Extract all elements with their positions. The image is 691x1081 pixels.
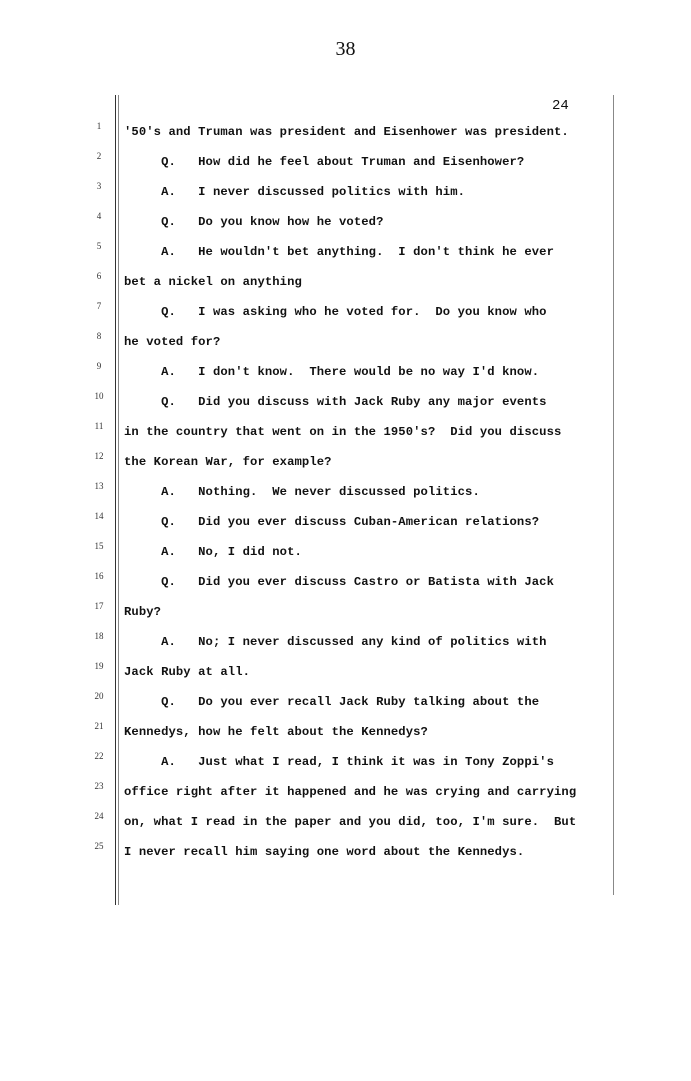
transcript-line: in the country that went on in the 1950's? Did you discuss xyxy=(124,425,562,439)
line-number: 4 xyxy=(96,211,102,221)
line-number: 23 xyxy=(94,781,104,791)
line-number: 7 xyxy=(96,301,102,311)
line-number: 10 xyxy=(94,391,104,401)
transcript-line: Kennedys, how he felt about the Kennedys? xyxy=(124,725,428,739)
line-number: 22 xyxy=(94,751,104,761)
transcript-line: A. Just what I read, I think it was in Tony Zoppi's xyxy=(124,755,554,769)
line-number: 13 xyxy=(94,481,104,491)
left-margin-rule-inner xyxy=(118,95,119,905)
line-number: 19 xyxy=(94,661,104,671)
line-number: 25 xyxy=(94,841,104,851)
line-number: 14 xyxy=(94,511,104,521)
line-number: 20 xyxy=(94,691,104,701)
transcript-line: Q. Did you ever discuss Castro or Batista with Jack xyxy=(124,575,554,589)
line-number: 16 xyxy=(94,571,104,581)
line-number: 9 xyxy=(96,361,102,371)
transcript-line: Q. Did you ever discuss Cuban-American relations? xyxy=(124,515,540,529)
transcript-line: bet a nickel on anything xyxy=(124,275,302,289)
transcript-line: A. He wouldn't bet anything. I don't think he ever xyxy=(124,245,554,259)
line-number: 11 xyxy=(94,421,104,431)
transcript-line: on, what I read in the paper and you did, too, I'm sure. But xyxy=(124,815,577,829)
line-number: 21 xyxy=(94,721,104,731)
transcript-line: A. Nothing. We never discussed politics. xyxy=(124,485,480,499)
line-number: 15 xyxy=(94,541,104,551)
line-number: 18 xyxy=(94,631,104,641)
transcript-line: he voted for? xyxy=(124,335,221,349)
transcript-line: A. I don't know. There would be no way I'd know. xyxy=(124,365,540,379)
transcript-line: '50's and Truman was president and Eisenhower was president. xyxy=(124,125,569,139)
line-number: 24 xyxy=(94,811,104,821)
line-number: 2 xyxy=(96,151,102,161)
transcript-line: Q. How did he feel about Truman and Eisenhower? xyxy=(124,155,525,169)
transcript-page-number: 24 xyxy=(552,98,569,114)
line-number: 12 xyxy=(94,451,104,461)
transcript-line: Ruby? xyxy=(124,605,162,619)
transcript-line: Q. Do you know how he voted? xyxy=(124,215,384,229)
transcript-line: the Korean War, for example? xyxy=(124,455,332,469)
left-margin-rule xyxy=(115,95,116,905)
line-number: 8 xyxy=(96,331,102,341)
line-number: 6 xyxy=(96,271,102,281)
transcript-line: Q. Did you discuss with Jack Ruby any major events xyxy=(124,395,547,409)
page-number: 38 xyxy=(335,38,356,60)
transcript-line: Jack Ruby at all. xyxy=(124,665,251,679)
transcript-line: A. No; I never discussed any kind of politics with xyxy=(124,635,547,649)
line-number: 3 xyxy=(96,181,102,191)
transcript-line: Q. Do you ever recall Jack Ruby talking about the xyxy=(124,695,540,709)
right-margin-rule xyxy=(613,95,614,895)
line-number: 5 xyxy=(96,241,102,251)
transcript-line: A. I never discussed politics with him. xyxy=(124,185,466,199)
line-number: 1 xyxy=(96,121,102,131)
line-number: 17 xyxy=(94,601,104,611)
transcript-line: Q. I was asking who he voted for. Do you know who xyxy=(124,305,547,319)
transcript-line: office right after it happened and he was crying and carrying xyxy=(124,785,577,799)
transcript-line: A. No, I did not. xyxy=(124,545,302,559)
transcript-line: I never recall him saying one word about the Kennedys. xyxy=(124,845,525,859)
